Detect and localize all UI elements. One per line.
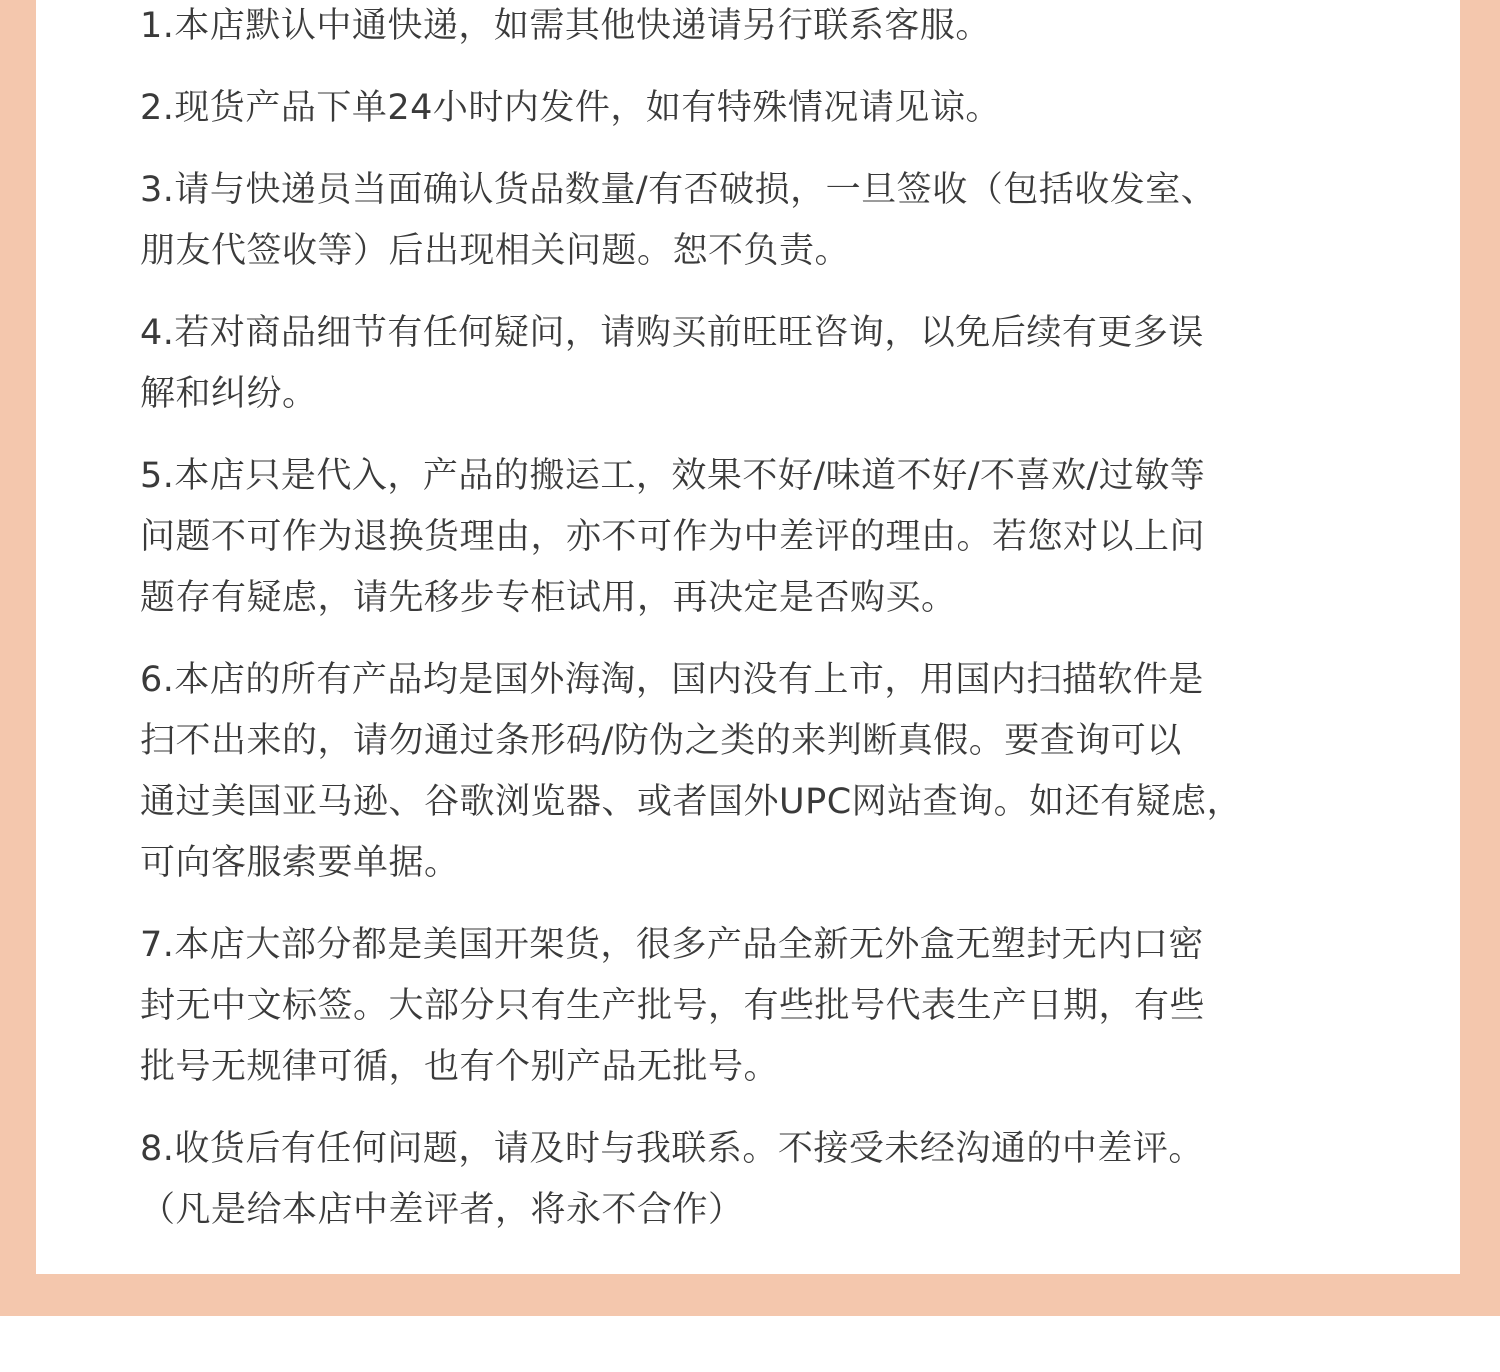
notice-item-7 xyxy=(140,915,1440,1098)
notice-line: 4.若对商品细节有任何疑问，请购买前旺旺咨询，以免后续有更多误 xyxy=(140,313,1204,353)
notice-item-5 xyxy=(140,446,1440,629)
notice-item-6 xyxy=(140,650,1440,894)
notice-line: 1.本店默认中通快递，如需其他快递请另行联系客服。 xyxy=(140,6,991,46)
notice-panel xyxy=(36,0,1460,1274)
notice-line: 6.本店的所有产品均是国外海淘，国内没有上市，用国内扫描软件是 xyxy=(140,660,1204,700)
notice-line: 2.现货产品下单24小时内发件，如有特殊情况请见谅。 xyxy=(140,88,1001,128)
notice-line: 题存有疑虑，请先移步专柜试用，再决定是否购买。 xyxy=(140,578,957,618)
notice-line: 8.收货后有任何问题，请及时与我联系。不接受未经沟通的中差评。 xyxy=(140,1129,1204,1169)
notice-line: 封无中文标签。大部分只有生产批号，有些批号代表生产日期，有些 xyxy=(140,986,1206,1026)
notice-line: 7.本店大部分都是美国开架货，很多产品全新无外盒无塑封无内口密 xyxy=(140,925,1204,965)
notice-line: 扫不出来的，请勿通过条形码/防伪之类的来判断真假。要查询可以 xyxy=(140,721,1182,761)
notice-item-3 xyxy=(140,160,1440,282)
notice-line: 3.请与快递员当面确认货品数量/有否破损，一旦签收（包括收发室、 xyxy=(140,170,1217,210)
notice-line: 批号无规律可循，也有个别产品无批号。 xyxy=(140,1047,780,1087)
notice-item-4 xyxy=(140,303,1440,425)
notice-line: 朋友代签收等）后出现相关问题。恕不负责。 xyxy=(140,231,851,271)
notice-line: 5.本店只是代入，产品的搬运工，效果不好/味道不好/不喜欢/过敏等 xyxy=(140,456,1206,496)
notice-line: 可向客服索要单据。 xyxy=(140,843,460,883)
notice-list xyxy=(140,0,1440,1262)
notice-item-1 xyxy=(140,0,1440,57)
notice-line: 通过美国亚马逊、谷歌浏览器、或者国外UPC网站查询。如还有疑虑， xyxy=(140,782,1243,822)
notice-line: 问题不可作为退换货理由，亦不可作为中差评的理由。若您对以上问 xyxy=(140,517,1206,557)
notice-item-8 xyxy=(140,1119,1440,1241)
notice-line: 解和纠纷。 xyxy=(140,374,318,414)
notice-item-2 xyxy=(140,78,1440,139)
notice-line: （凡是给本店中差评者，将永不合作） xyxy=(140,1190,744,1230)
